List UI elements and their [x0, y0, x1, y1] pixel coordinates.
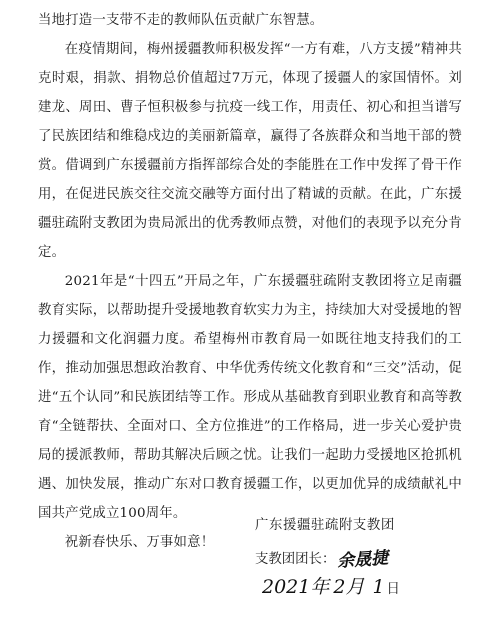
letter-body: [38, 6, 462, 557]
paragraph-3: 2021年是“十四五”开局之年，广东援疆驻疏附支教团将立足南疆教育实际，以帮助提升受援地教育软实力为主，持续加大对受援地的智力援疆和文化润疆力度。希望梅州市教育局一如既往地支持我们的工作，推动加强思想政治教育、中华优秀传统文化教育和“三交”活动，促进“五个认同”和民族团结等工作。形成从基础教育到职业教育和高等教育“全链帮扶、全面对口、全方位推进”的工作格局，进一步关心爱护贵局的援派教师，帮助其解决后顾之忧。让我们一起助力受援地区抢抓机遇、加快发展，推动广东对口教育援疆工作，以更加优异的成绩献礼中国共产党成立100周年。: [38, 274, 462, 521]
signature-leader-line: [255, 545, 388, 570]
signature-organization: 广东援疆驻疏附支教团: [255, 518, 395, 533]
date-year: 2021年: [262, 576, 330, 598]
handwritten-signature: 余晟捷: [336, 548, 390, 572]
leader-title: 支教团团长：: [255, 552, 336, 567]
paragraph-4: 祝新春快乐、万事如意！: [64, 535, 215, 550]
paragraph-1: 当地打造一支带不走的教师队伍贡献广东智慧。: [38, 13, 324, 28]
date-day: 1: [372, 576, 385, 598]
date-day-suffix: 日: [386, 582, 400, 597]
signature-date: [262, 572, 404, 599]
paragraph-2: 在疫情期间，梅州援疆教师积极发挥“一方有难，八方支援”精神共克时艰，捐款、捐物总价值超过7万元，体现了援疆人的家国情怀。刘建龙、周田、曹子恒积极参与抗疫一线工作，用责任、初心和担当谱写了民族团结和维稳戍边的美丽新篇章，赢得了各族群众和当地干部的赞赏。借调到广东援疆前方指挥部综合处的李能胜在工作中发挥了骨干作用，在促进民族交往交流交融等方面付出了精诚的贡献。在此，广东援疆驻疏附支教团为贵局派出的优秀教师点赞，对他们的表现予以充分肯定。: [38, 42, 462, 260]
date-month: 2月: [333, 576, 365, 598]
